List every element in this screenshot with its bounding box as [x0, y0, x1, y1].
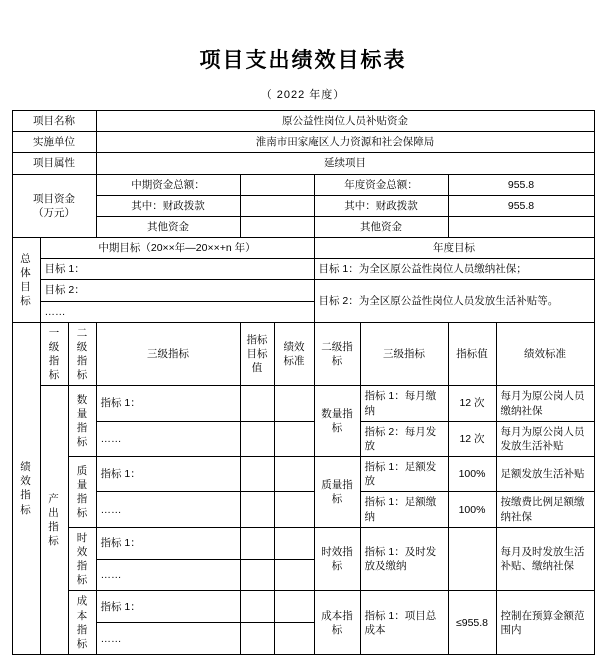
target-value-left	[240, 623, 274, 655]
implementing-unit-label: 实施单位	[12, 132, 96, 153]
funds-label-line2: （万元）	[33, 206, 75, 219]
standard-left	[274, 421, 314, 456]
overall-mid-item-3: ……	[40, 301, 314, 322]
table-row	[12, 386, 594, 421]
header-level3: 三级指标	[96, 322, 240, 386]
funds-mid-other-label: 其他资金	[96, 216, 240, 237]
criteria-right: 每月为原公岗人员发放生活补贴	[496, 421, 594, 456]
level2-quality-right: 质量指标	[314, 457, 360, 528]
value-right: 12 次	[448, 421, 496, 456]
standard-left	[274, 559, 314, 591]
criteria-right: 足额发放生活补贴	[496, 457, 594, 492]
target-value-left	[240, 421, 274, 456]
level3-right: 指标 1：项目总成本	[360, 591, 448, 655]
target-value-left	[240, 457, 274, 492]
level3-left: 指标 1：	[96, 591, 240, 623]
criteria-right: 按缴费比例足额缴纳社保	[496, 492, 594, 527]
level3-left: 指标 1：	[96, 527, 240, 559]
level3-left: ……	[96, 492, 240, 527]
table-row	[12, 591, 594, 623]
funds-year-other-value	[448, 216, 594, 237]
header-target-value: 指标目标值	[240, 322, 274, 386]
standard-left	[274, 386, 314, 421]
target-value-left	[240, 559, 274, 591]
level3-left: 指标 1：	[96, 386, 240, 421]
level3-right: 指标 1：足额缴纳	[360, 492, 448, 527]
level3-left: ……	[96, 421, 240, 456]
level3-right: 指标 1：足额发放	[360, 457, 448, 492]
table-row	[12, 238, 594, 259]
overall-mid-header: 中期目标（20××年—20××+n 年）	[40, 238, 314, 259]
level2-timeliness: 时效指标	[68, 527, 96, 591]
level3-left: 指标 1：	[96, 457, 240, 492]
standard-left	[274, 457, 314, 492]
overall-mid-item-2: 目标 2：	[40, 280, 314, 301]
table-row	[12, 280, 594, 301]
output-indicator-label: 产 出 指 标	[40, 386, 68, 655]
level3-right: 指标 2：每月发放	[360, 421, 448, 456]
project-attribute-value: 延续项目	[96, 153, 594, 174]
level2-cost-right: 成本指标	[314, 591, 360, 655]
funds-year-fiscal-label: 其中：财政拨款	[314, 195, 448, 216]
funds-mid-total-label: 中期资金总额：	[96, 174, 240, 195]
table-row	[12, 132, 594, 153]
value-right: ≤955.8	[448, 591, 496, 655]
level2-timeliness-right: 时效指标	[314, 527, 360, 591]
table-row	[12, 259, 594, 280]
table-row	[12, 421, 594, 456]
level3-left: ……	[96, 559, 240, 591]
project-name-label: 项目名称	[12, 111, 96, 132]
value-right: 12 次	[448, 386, 496, 421]
overall-target-side-label: 总 体 目 标	[12, 238, 40, 323]
table-row	[12, 322, 594, 386]
standard-left	[274, 623, 314, 655]
funds-mid-other-value	[240, 216, 314, 237]
performance-target-table	[12, 110, 595, 655]
level3-right: 指标 1：及时发放及缴纳	[360, 527, 448, 591]
table-row	[12, 527, 594, 559]
criteria-right: 控制在预算金额范围内	[496, 591, 594, 655]
funds-year-total-label: 年度资金总额：	[314, 174, 448, 195]
funds-mid-fiscal-label: 其中：财政拨款	[96, 195, 240, 216]
level2-quantity: 数量指标	[68, 386, 96, 457]
table-row	[12, 153, 594, 174]
standard-left	[274, 527, 314, 559]
target-value-left	[240, 492, 274, 527]
header-level2: 二级指标	[68, 322, 96, 386]
table-row	[12, 195, 594, 216]
project-attribute-label: 项目属性	[12, 153, 96, 174]
level2-quality: 质量指标	[68, 457, 96, 528]
header-level2b: 二级指标	[314, 322, 360, 386]
table-row	[12, 174, 594, 195]
header-standard: 绩效标准	[274, 322, 314, 386]
table-row	[12, 216, 594, 237]
criteria-right: 每月及时发放生活补贴、缴纳社保	[496, 527, 594, 591]
value-right	[448, 527, 496, 591]
level2-quantity-right: 数量指标	[314, 386, 360, 457]
target-value-left	[240, 591, 274, 623]
header-level1: 一级指标	[40, 322, 68, 386]
perf-side-label: 绩 效 指 标	[12, 322, 40, 654]
funds-label	[12, 174, 96, 238]
overall-year-header: 年度目标	[314, 238, 594, 259]
target-value-left	[240, 527, 274, 559]
header-level3b: 三级指标	[360, 322, 448, 386]
value-right: 100%	[448, 492, 496, 527]
page-title: 项目支出绩效目标表	[199, 48, 407, 72]
funds-label-line1: 项目资金	[33, 192, 75, 205]
funds-year-total-value: 955.8	[448, 174, 594, 195]
funds-year-fiscal-value: 955.8	[448, 195, 594, 216]
funds-year-other-label: 其他资金	[314, 216, 448, 237]
overall-year-item-2: 目标 2：为全区原公益性岗位人员发放生活补贴等。	[314, 280, 594, 322]
funds-mid-total-value	[240, 174, 314, 195]
table-row	[12, 457, 594, 492]
page-subtitle: （ 2022 年度）	[260, 89, 346, 101]
level2-cost: 成本指标	[68, 591, 96, 655]
standard-left	[274, 591, 314, 623]
standard-left	[274, 492, 314, 527]
level3-left: ……	[96, 623, 240, 655]
criteria-right: 每月为原公岗人员缴纳社保	[496, 386, 594, 421]
overall-year-item-1: 目标 1：为全区原公益性岗位人员缴纳社保；	[314, 259, 594, 280]
value-right: 100%	[448, 457, 496, 492]
header-value: 指标值	[448, 322, 496, 386]
table-row	[12, 492, 594, 527]
table-row	[12, 111, 594, 132]
level3-right: 指标 1：每月缴纳	[360, 386, 448, 421]
header-criteria: 绩效标准	[496, 322, 594, 386]
funds-mid-fiscal-value	[240, 195, 314, 216]
target-value-left	[240, 386, 274, 421]
implementing-unit-value: 淮南市田家庵区人力资源和社会保障局	[96, 132, 594, 153]
overall-mid-item-1: 目标 1：	[40, 259, 314, 280]
project-name-value: 原公益性岗位人员补贴资金	[96, 111, 594, 132]
